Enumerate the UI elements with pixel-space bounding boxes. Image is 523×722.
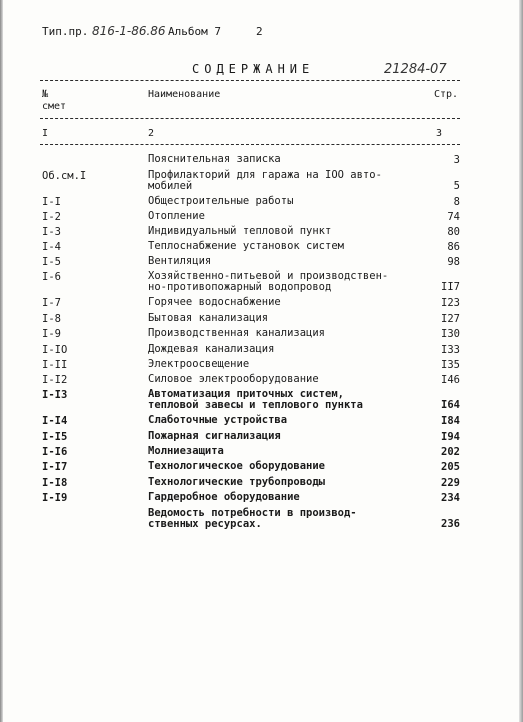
row-name: Теплоснабжение установок систем xyxy=(148,240,344,252)
row-name: Технологическое оборудование xyxy=(148,460,326,472)
row-page: 3 xyxy=(453,154,460,166)
row-name: Дождевая канализация xyxy=(148,343,275,355)
row-code: I-I2 xyxy=(42,374,68,386)
row-name: мобилей xyxy=(148,180,193,192)
row-name: Ведомость потребности в производ- xyxy=(148,507,357,519)
scan-edge-right xyxy=(519,0,523,722)
row-name: Горячее водоснабжение xyxy=(148,296,281,308)
row-name: Индивидуальный тепловой пункт xyxy=(148,225,332,237)
row-name: Общестроительные работы xyxy=(148,195,294,207)
row-name: Вентиляция xyxy=(148,255,212,267)
col-number-name: 2 xyxy=(148,128,155,139)
scan-edge-left xyxy=(0,0,3,722)
row-name: Пояснительная записка xyxy=(148,153,281,165)
row-page: 205 xyxy=(441,461,460,473)
row-name: Гардеробное оборудование xyxy=(148,491,300,503)
row-name: тепловой завесы и теплового пункта xyxy=(148,399,363,411)
row-code: I-3 xyxy=(42,226,61,238)
row-code: I-I6 xyxy=(42,446,68,458)
header-rule-bottom xyxy=(40,144,460,145)
row-page: 80 xyxy=(447,226,460,238)
project-number-handwritten: 816-1-86.86 xyxy=(92,24,166,38)
project-prefix: Тип.пр. xyxy=(42,25,89,38)
row-page: I46 xyxy=(441,374,460,386)
row-name: но-противопожарный водопровод xyxy=(148,281,332,293)
row-page: 236 xyxy=(441,518,460,530)
row-code: I-I9 xyxy=(42,492,68,504)
row-code: I-9 xyxy=(42,328,61,340)
row-code: Об.см.I xyxy=(42,170,87,182)
row-name: Электроосвещение xyxy=(148,358,250,370)
row-code: I-7 xyxy=(42,297,61,309)
row-page: 5 xyxy=(453,180,460,192)
row-code: I-4 xyxy=(42,241,61,253)
header-rule-top xyxy=(40,80,460,81)
row-page: 234 xyxy=(441,492,460,504)
row-name: Силовое электрооборудование xyxy=(148,373,319,385)
row-name: Молниезащита xyxy=(148,445,224,457)
header-rule-middle xyxy=(40,118,460,119)
row-code: I-I4 xyxy=(42,415,68,427)
row-page: 98 xyxy=(447,256,460,268)
row-page: I33 xyxy=(441,344,460,356)
col-code-header-line1: № xyxy=(42,89,49,100)
row-code: I-I8 xyxy=(42,477,68,489)
row-name: ственных ресурсах. xyxy=(148,518,262,530)
row-code: I-5 xyxy=(42,256,61,268)
row-code: I-I3 xyxy=(42,389,68,401)
row-name: Технологические трубопроводы xyxy=(148,476,326,488)
col-name-header: Наименование xyxy=(148,89,221,100)
row-page: 74 xyxy=(447,211,460,223)
row-code: I-6 xyxy=(42,271,61,283)
row-name: Отопление xyxy=(148,210,205,222)
row-page: I64 xyxy=(441,399,460,411)
row-page: 8 xyxy=(453,196,460,208)
row-code: I-8 xyxy=(42,313,61,325)
row-name: Бытовая канализация xyxy=(148,312,269,324)
row-name: Пожарная сигнализация xyxy=(148,430,281,442)
row-page: I30 xyxy=(441,328,460,340)
row-code: I-I xyxy=(42,196,61,208)
col-number-code: I xyxy=(42,128,49,139)
row-page: I35 xyxy=(441,359,460,371)
row-code: I-II xyxy=(42,359,68,371)
col-number-page: 3 xyxy=(436,128,443,139)
album-label: Альбом 7 xyxy=(168,25,221,38)
sheet-number: 2 xyxy=(256,25,263,38)
row-name: Производственная канализация xyxy=(148,327,326,339)
row-page: II7 xyxy=(441,281,460,293)
doc-number-handwritten: 21284-07 xyxy=(384,62,447,77)
row-name: Профилакторий для гаража на IОО авто- xyxy=(148,169,382,181)
col-page-header: Стр. xyxy=(434,89,459,100)
row-code: I-IО xyxy=(42,344,68,356)
row-page: I27 xyxy=(441,313,460,325)
row-code: I-I5 xyxy=(42,431,68,443)
row-code: I-I7 xyxy=(42,461,68,473)
row-page: I84 xyxy=(441,415,460,427)
row-page: 202 xyxy=(441,446,460,458)
row-page: 229 xyxy=(441,477,460,489)
col-code-header-line2: смет xyxy=(42,101,67,112)
row-page: 86 xyxy=(447,241,460,253)
row-code: I-2 xyxy=(42,211,61,223)
row-name: Слаботочные устройства xyxy=(148,414,288,426)
row-name: Хозяйственно-питьевой и производствен- xyxy=(148,270,389,282)
row-page: I94 xyxy=(441,431,460,443)
row-name: Автоматизация приточных систем, xyxy=(148,388,344,400)
row-page: I23 xyxy=(441,297,460,309)
contents-title: СОДЕРЖАНИЕ xyxy=(192,62,315,76)
